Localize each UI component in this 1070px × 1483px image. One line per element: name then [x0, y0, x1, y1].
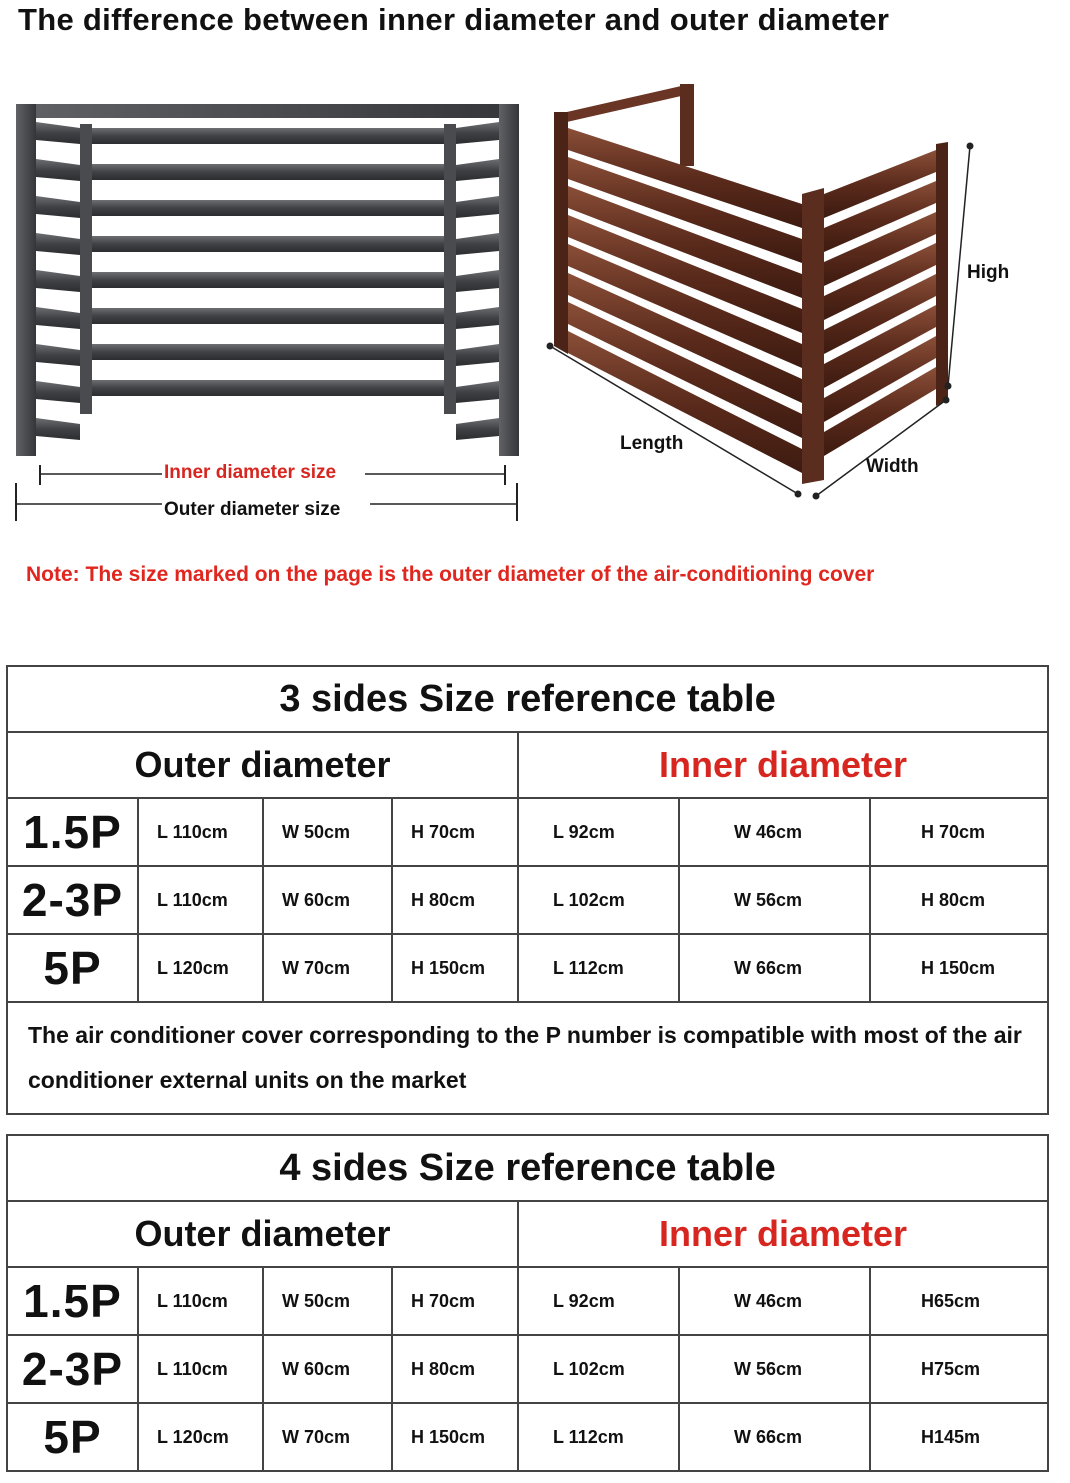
inner-height: H 150cm [870, 934, 1048, 1002]
outer-length: L 120cm [138, 1403, 263, 1471]
table-row [7, 1267, 1048, 1335]
p-rating: 1.5P [7, 798, 138, 866]
inner-length: L 112cm [518, 1403, 679, 1471]
inner-length: L 102cm [518, 866, 679, 934]
side-slat [456, 196, 499, 218]
back-slat [92, 308, 444, 324]
side-slat [456, 159, 499, 181]
outer-width: W 70cm [263, 934, 392, 1002]
width-label: Width [866, 456, 919, 477]
inner-width: W 46cm [679, 1267, 870, 1335]
side-slat [36, 307, 80, 329]
size-table-3-sides [6, 665, 1049, 1115]
back-slat [92, 344, 444, 360]
inner-width: W 56cm [679, 866, 870, 934]
side-slat [36, 381, 80, 403]
inner-length: L 112cm [518, 934, 679, 1002]
length-label: Length [620, 433, 684, 454]
outer-length: L 110cm [138, 1267, 263, 1335]
side-slat [36, 233, 80, 255]
side-slat [36, 159, 80, 181]
side-slat [36, 418, 80, 440]
p-rating: 1.5P [7, 1267, 138, 1335]
table-row [7, 798, 1048, 866]
outer-diameter-header: Outer diameter [7, 732, 518, 798]
back-slat [92, 164, 444, 180]
outer-height: H 150cm [392, 1403, 518, 1471]
inner-diameter-header: Inner diameter [518, 732, 1048, 798]
side-slat [456, 122, 499, 144]
high-label: High [967, 262, 1010, 283]
inner-width: W 66cm [679, 1403, 870, 1471]
side-slat [36, 196, 80, 218]
side-slat [456, 233, 499, 255]
inner-height: H65cm [870, 1267, 1048, 1335]
back-slat [92, 128, 444, 144]
side-slat [36, 122, 80, 144]
inner-length: L 92cm [518, 1267, 679, 1335]
page-title: The difference between inner diameter and outer diameter [18, 2, 890, 37]
p-rating: 5P [7, 1403, 138, 1471]
outer-length: L 120cm [138, 934, 263, 1002]
back-slat [92, 236, 444, 252]
table-row [7, 1335, 1048, 1403]
table-row [7, 1403, 1048, 1471]
p-rating: 5P [7, 934, 138, 1002]
p-rating: 2-3P [7, 866, 138, 934]
inner-diameter-label: Inner diameter size [164, 462, 337, 483]
table-title: 3 sides Size reference table [7, 666, 1048, 732]
outer-width: W 50cm [263, 798, 392, 866]
outer-width: W 70cm [263, 1403, 392, 1471]
p-rating: 2-3P [7, 1335, 138, 1403]
outer-width: W 50cm [263, 1267, 392, 1335]
outer-length: L 110cm [138, 866, 263, 934]
table-title: 4 sides Size reference table [7, 1135, 1048, 1201]
side-slat [456, 307, 499, 329]
outer-height: H 70cm [392, 798, 518, 866]
inner-width: W 56cm [679, 1335, 870, 1403]
inner-length: L 102cm [518, 1335, 679, 1403]
outer-length: L 110cm [138, 798, 263, 866]
compatibility-note: The air conditioner cover corresponding to the P number is compatible with most of the air conditioner external units on the market [7, 1002, 1048, 1114]
inner-width: W 46cm [679, 798, 870, 866]
inner-height: H 70cm [870, 798, 1048, 866]
side-slat [36, 270, 80, 292]
outer-height: H 150cm [392, 934, 518, 1002]
back-slat [92, 272, 444, 288]
outer-height: H 80cm [392, 866, 518, 934]
inner-height: H 80cm [870, 866, 1048, 934]
side-slat [456, 344, 499, 366]
table-row [7, 866, 1048, 934]
back-slat [92, 200, 444, 216]
outer-height: H 70cm [392, 1267, 518, 1335]
inner-height: H75cm [870, 1335, 1048, 1403]
side-slat [36, 344, 80, 366]
size-table-4-sides [6, 1134, 1049, 1472]
outer-width: W 60cm [263, 866, 392, 934]
outer-diameter-header: Outer diameter [7, 1201, 518, 1267]
outer-width: W 60cm [263, 1335, 392, 1403]
table-row [7, 934, 1048, 1002]
inner-height: H145m [870, 1403, 1048, 1471]
side-slat [456, 418, 499, 440]
note-text: Note: The size marked on the page is the outer diameter of the air-conditioning cover [26, 563, 875, 586]
inner-width: W 66cm [679, 934, 870, 1002]
brown-cover-perspective-view [540, 84, 980, 514]
outer-height: H 80cm [392, 1335, 518, 1403]
side-slat [456, 270, 499, 292]
back-slat [92, 380, 444, 396]
inner-length: L 92cm [518, 798, 679, 866]
outer-length: L 110cm [138, 1335, 263, 1403]
inner-diameter-header: Inner diameter [518, 1201, 1048, 1267]
side-slat [456, 381, 499, 403]
outer-diameter-label: Outer diameter size [164, 499, 341, 520]
